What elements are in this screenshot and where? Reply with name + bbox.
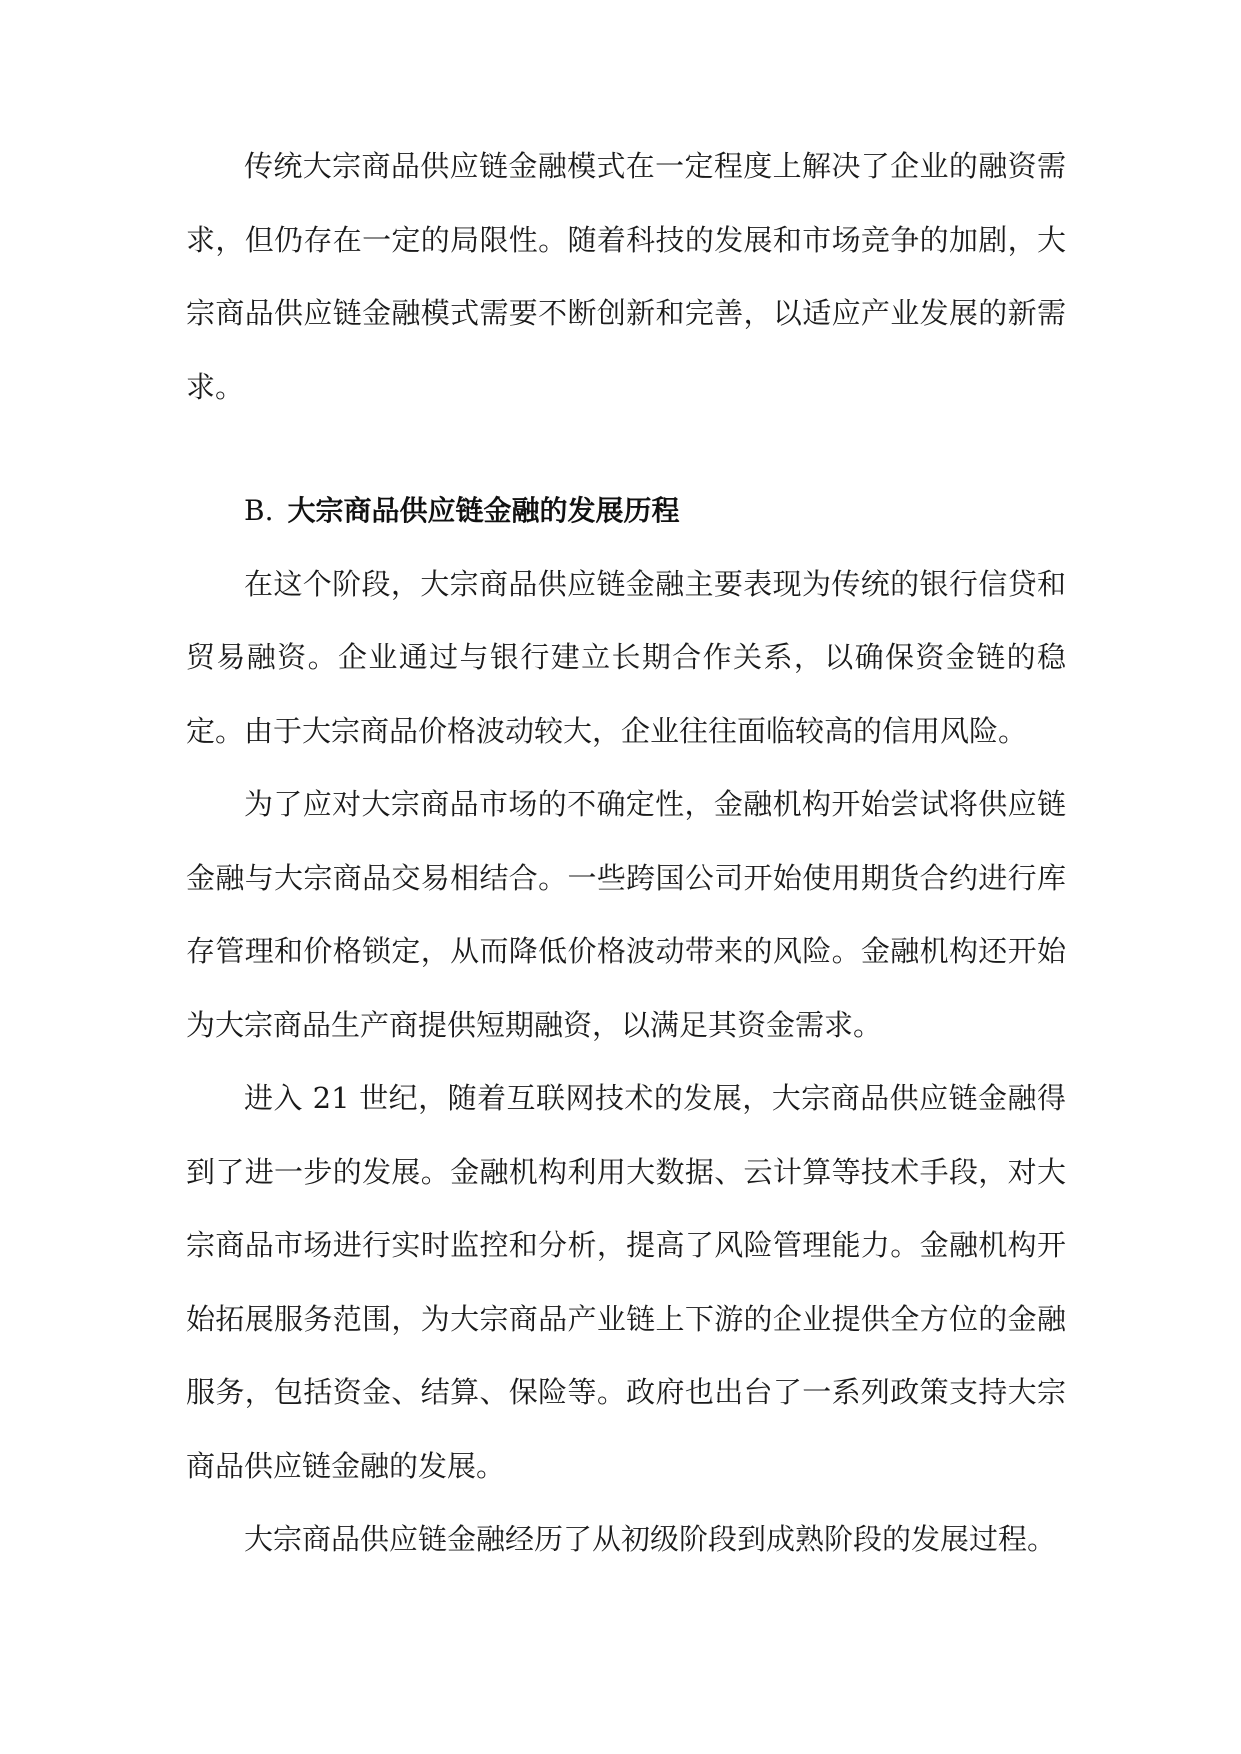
section-title: 大宗商品供应链金融的发展历程 bbox=[287, 494, 680, 527]
paragraph-21st-century: 进入 21 世纪，随着互联网技术的发展，大宗商品供应链金融得到了进一步的发展。金融机构利用大数据、云计算等技术手段，对大宗商品市场进行实时监控和分析，提高了风险管理能力。金融机构开始拓展服务范围，为大宗商品产业链上下游的企业提供全方位的金融服务，包括资金、结算、保险等。政府也出台了一系列政策支持大宗商品供应链金融的发展。 bbox=[186, 1081, 1066, 1483]
document-body bbox=[186, 130, 1066, 1577]
paragraph-summary: 大宗商品供应链金融经历了从初级阶段到成熟阶段的发展过程。 bbox=[244, 1522, 1057, 1556]
section-number: B. bbox=[244, 494, 274, 527]
paragraph-market-uncertainty: 为了应对大宗商品市场的不确定性，金融机构开始尝试将供应链金融与大宗商品交易相结合。一些跨国公司开始使用期货合约进行库存管理和价格锁定，从而降低价格波动带来的风险。金融机构还开始为大宗商品生产商提供短期融资，以满足其资金需求。 bbox=[186, 787, 1066, 1042]
paragraph-early-stage: 在这个阶段，大宗商品供应链金融主要表现为传统的银行信贷和贸易融资。企业通过与银行建立长期合作关系，以确保资金链的稳定。由于大宗商品价格波动较大，企业往往面临较高的信用风险。 bbox=[186, 566, 1066, 748]
section-spacer bbox=[186, 424, 1066, 474]
paragraph-intro-limitations: 传统大宗商品供应链金融模式在一定程度上解决了企业的融资需求，但仍存在一定的局限性。随着科技的发展和市场竞争的加剧，大宗商品供应链金融模式需要不断创新和完善，以适应产业发展的新需求。 bbox=[186, 149, 1066, 404]
section-heading bbox=[186, 474, 1066, 548]
